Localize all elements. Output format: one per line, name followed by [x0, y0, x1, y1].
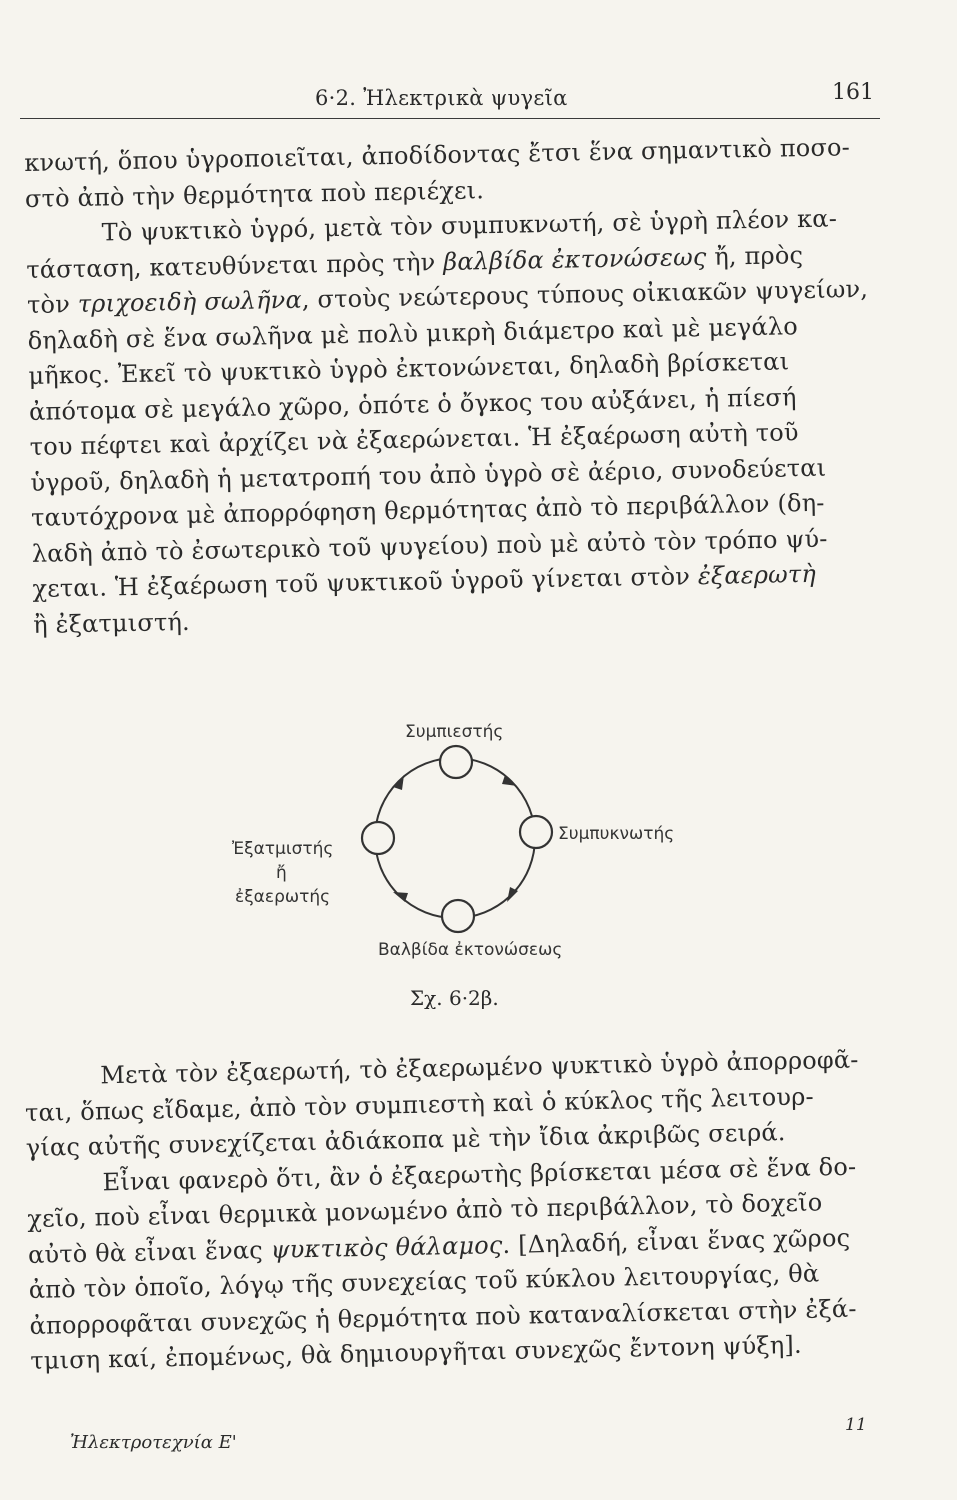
- flow-arrow: [502, 775, 517, 786]
- valve-node: [442, 900, 474, 932]
- text-line: ἢ ἐξατμιστή.: [32, 607, 191, 639]
- book-title-footer: Ἠλεκτροτεχνία Ε': [70, 1432, 237, 1453]
- text-run: αὐτὸ θὰ εἶναι ἕνας: [27, 1235, 271, 1269]
- text-line: ται, ὅπως εἴδαμε, ἀπὸ τὸν συμπιεστὴ καὶ ὁ κύκλος τῆς λειτουρ-: [24, 1081, 815, 1127]
- text-run: ἤ, πρὸς: [706, 240, 804, 271]
- condenser-label: Συμπυκνωτής: [558, 824, 675, 844]
- text-line: χεῖο, ποὺ εἶναι θερμικὰ μονωμένο ἀπὸ τὸ περιβάλλον, τὸ δοχεῖο: [27, 1188, 823, 1233]
- text-line: ἀπὸ τὸν ὁποῖο, λόγῳ τῆς συνεχείας τοῦ κύκλου λειτουργίας, θὰ: [28, 1259, 820, 1304]
- flow-arrow: [393, 775, 404, 790]
- text-run: τὸν: [26, 289, 79, 319]
- text-line: γίας αὐτῆς συνεχίζεται ἀδιάκοπα μὲ τὴν ἴδια ἀκριβῶς σειρά.: [25, 1118, 786, 1162]
- evaporator-node: [362, 822, 394, 854]
- compressor-node: [440, 746, 472, 778]
- text-line: μῆκος. Ἐκεῖ τὸ ψυκτικὸ ὑγρὸ ἐκτονώνεται, δηλαδὴ βρίσκεται: [28, 347, 790, 390]
- text-line: Μετὰ τὸν ἐξαερωτή, τὸ ἐξαερωμένο ψυκτικὸ ὑγρὸ ἀπορροφᾶ-: [100, 1045, 859, 1090]
- text-line: ἀπότομα σὲ μεγάλο χῶρο, ὁπότε ὁ ὄγκος του αὐξάνει, ἡ πίεσή: [28, 382, 797, 426]
- text-line: ἀπορροφᾶται συνεχῶς ἡ θερμότητα ποὺ καταναλίσκεται στὴν ἐξά-: [29, 1294, 857, 1340]
- text-run: χεται. Ἡ ἐξαέρωση τοῦ ψυκτικοῦ ὑγροῦ γίνεται στὸν: [32, 562, 699, 603]
- text-line: ταυτόχρονα μὲ ἀπορρόφηση θερμότητας ἀπὸ τὸ περιβάλλον (δη-: [30, 488, 825, 532]
- compressor-label: Συμπιεστής: [405, 722, 504, 742]
- figure-caption: Σχ. 6·2β.: [410, 986, 499, 1010]
- term-chamber: ψυκτικὸς θάλαμος: [270, 1230, 503, 1264]
- term-valve: βαλβίδα ἐκτονώσεως: [442, 242, 707, 276]
- evaporator-label: Ἐξατμιστής: [232, 839, 334, 859]
- signature-mark: 11: [845, 1415, 867, 1435]
- text-line: στὸ ἀπὸ τὴν θερμότητα ποὺ περιέχει.: [24, 175, 485, 213]
- text-line: δηλαδὴ σὲ ἕνα σωλῆνα μὲ πολὺ μικρὴ διάμετρο καὶ μὲ μεγάλο: [27, 311, 799, 355]
- text-line: του πέφτει καὶ ἀρχίζει νὰ ἐξαερώνεται. Ἡ ἐξαέρωση αὐτὴ τοῦ: [29, 418, 799, 461]
- evaporator-label-alt: ἐξαερωτής: [235, 887, 331, 907]
- text-run: . [Δηλαδή, εἶναι ἕνας χῶρος: [502, 1223, 851, 1259]
- evaporator-label-or: ἤ: [276, 863, 287, 883]
- term-capillary: τριχοειδὴ σωλῆνα: [77, 285, 303, 318]
- text-line: τμιση καί, ἐπομένως, θὰ δημιουργῆται συνεχῶς ἔντονη ψύξη].: [30, 1330, 803, 1375]
- condenser-node: [520, 816, 552, 848]
- text-line: κνωτή, ὅπου ὑγροποιεῖται, ἀποδίδοντας ἔτσι ἕνα σημαντικὸ ποσο-: [24, 133, 851, 177]
- text-line: ὑγροῦ, δηλαδὴ ἡ μετατροπή του ἀπὸ ὑγρὸ σὲ ἀέριο, συνοδεύεται: [30, 453, 827, 497]
- text-line: λαδὴ ἀπὸ τὸ ἐσωτερικὸ τοῦ ψυγείου) ποὺ μὲ αὐτὸ τὸν τρόπο ψύ-: [31, 524, 828, 568]
- text-run: τάσταση, κατευθύνεται πρὸς τὴν: [26, 247, 444, 284]
- paragraph-2: [24, 1042, 889, 1379]
- term-evaporator: ἐξαερωτὴ: [697, 559, 817, 591]
- text-run: , στοὺς νεώτερους τύπους οἰκιακῶν ψυγείων,: [301, 274, 869, 314]
- section-title: 6·2. Ἠλεκτρικὰ ψυγεῖα: [315, 86, 568, 110]
- page-number: 161: [832, 80, 874, 105]
- valve-label: Βαλβίδα ἐκτονώσεως: [378, 940, 563, 960]
- text-line: Τὸ ψυκτικὸ ὑγρό, μετὰ τὸν συμπυκνωτή, σὲ ὑγρὴ πλέον κα-: [101, 204, 838, 247]
- text-line: Εἶναι φανερὸ ὅτι, ἂν ὁ ἐξαερωτὴς βρίσκεται μέσα σὲ ἕνα δο-: [102, 1152, 857, 1196]
